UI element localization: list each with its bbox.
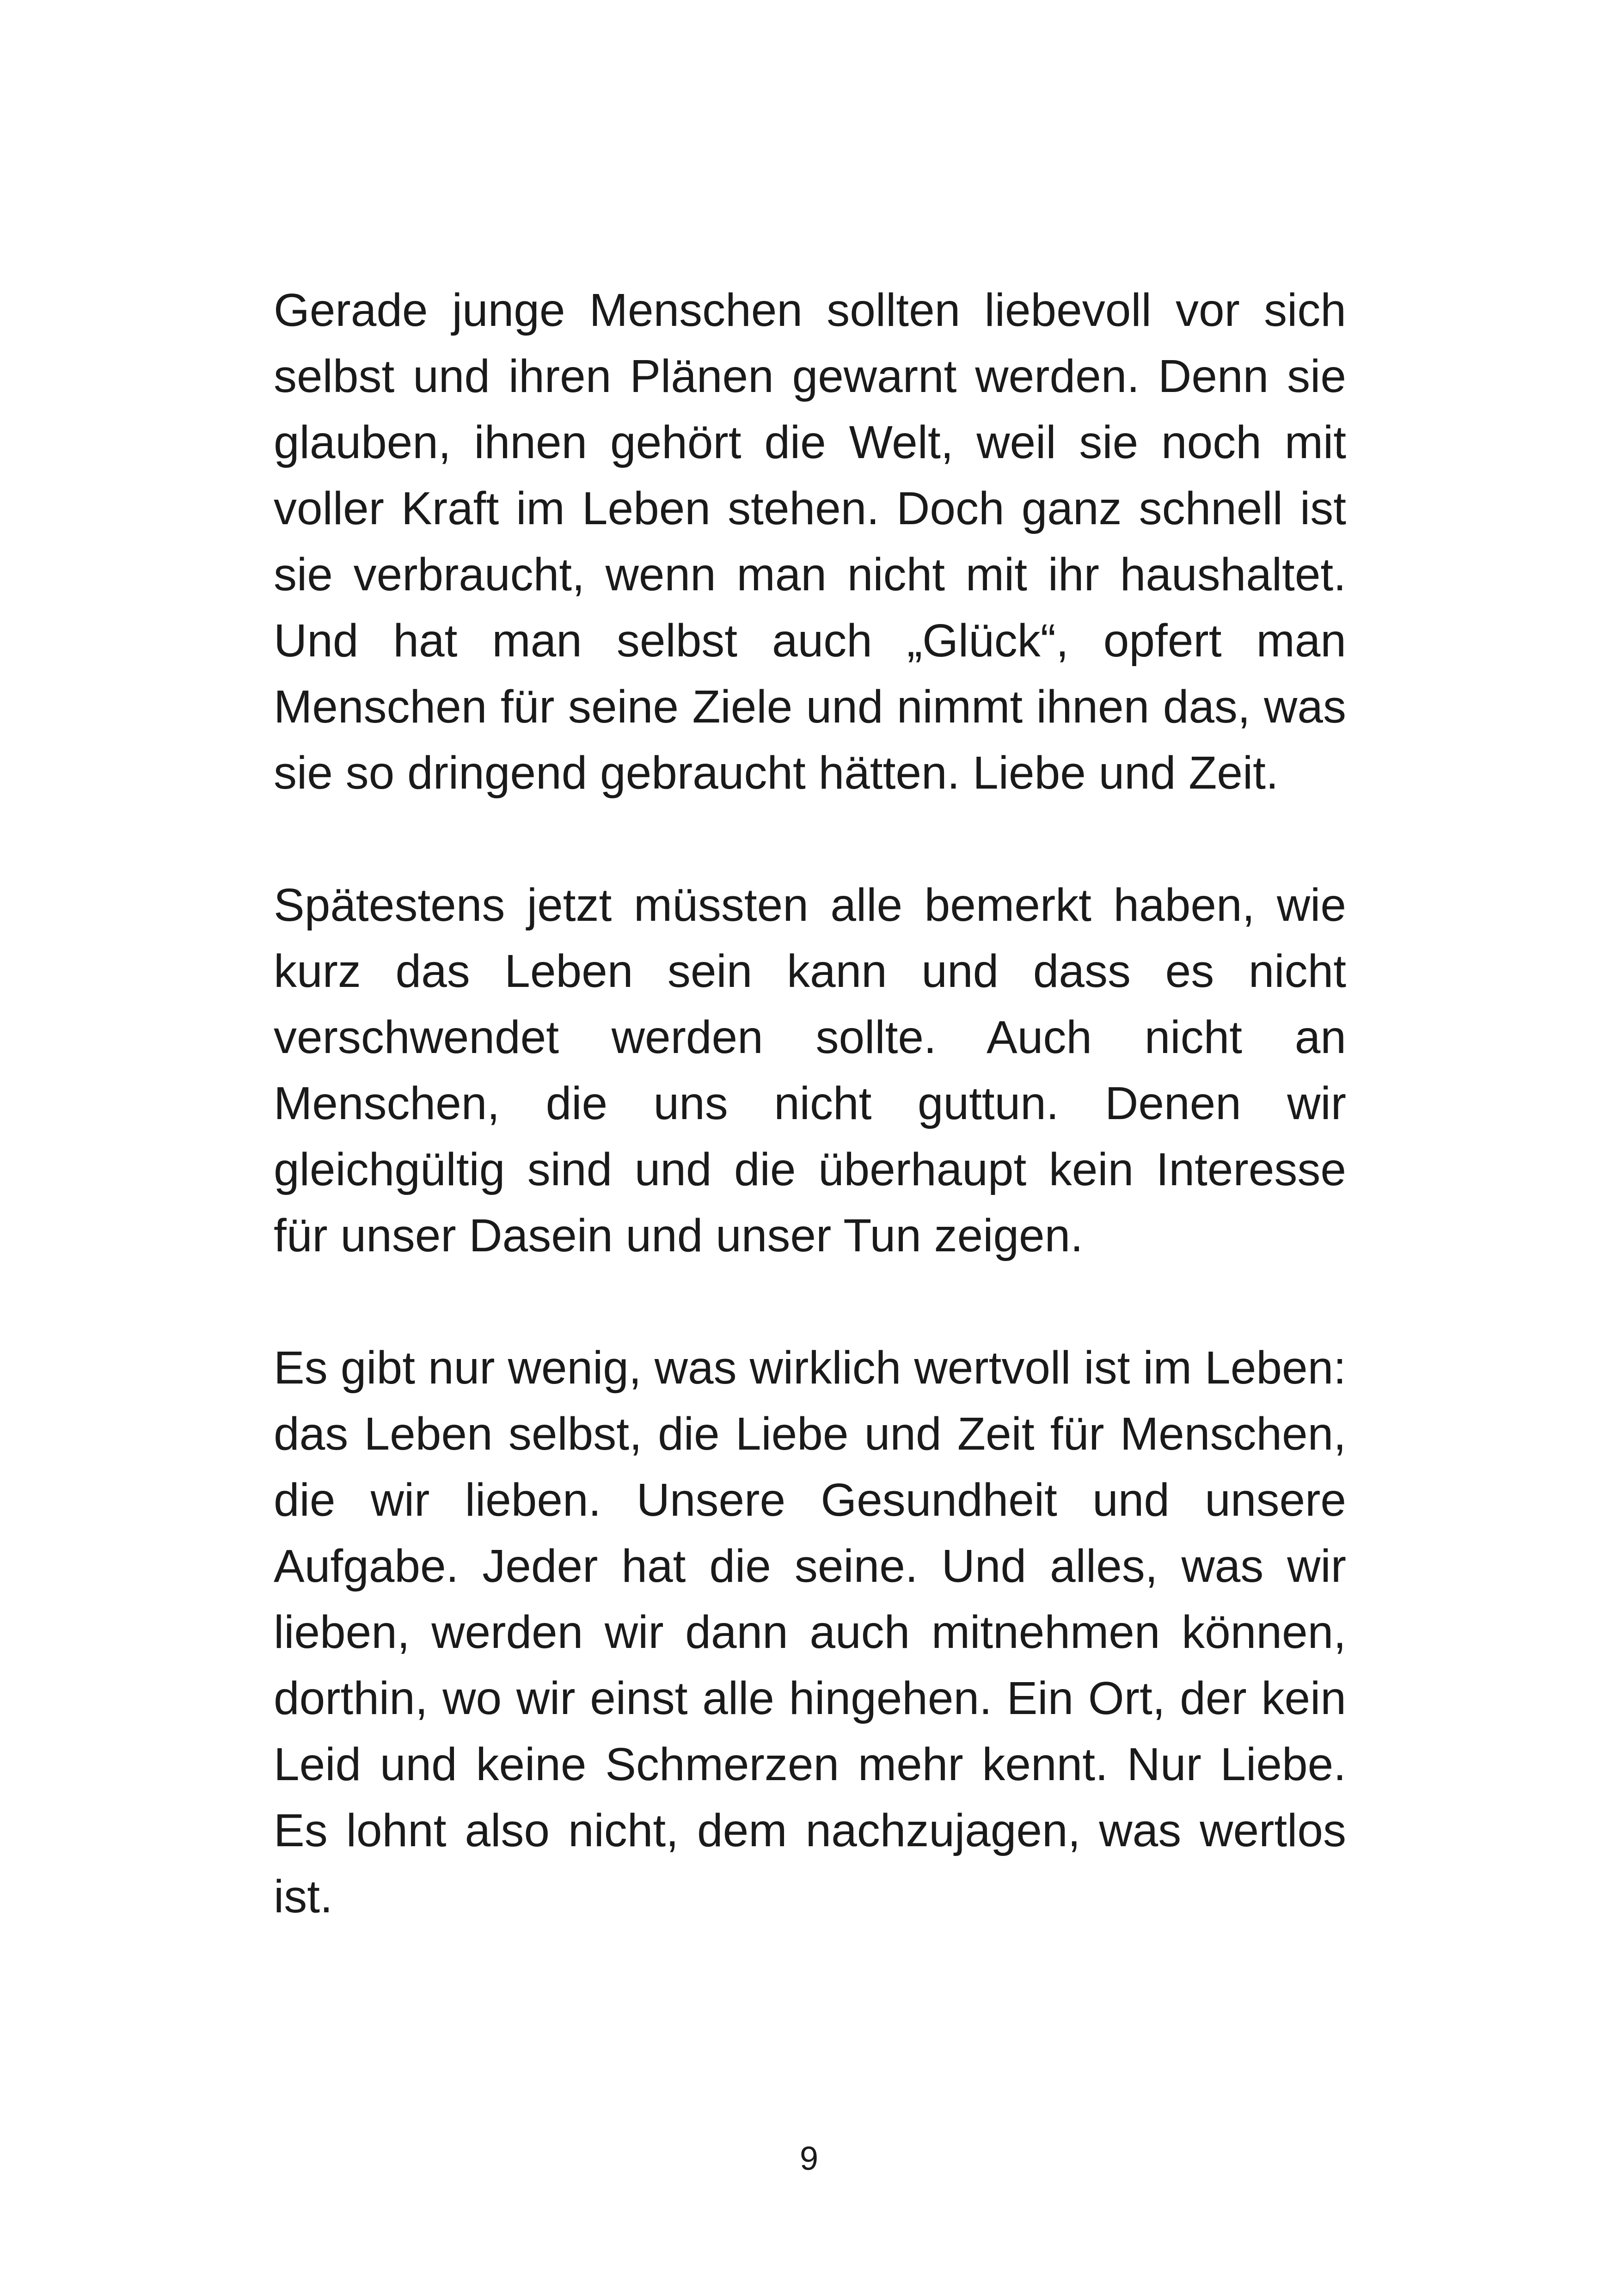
paragraph-2: Spätestens jetzt müssten alle bemerkt haben, wie kurz das Leben sein kann und dass es nicht verschwendet werden sollte. Auch nicht an Menschen, die uns nicht guttun. Denen wir gleichgültig sind und die überhaupt kein Interesse für unser Dasein und unser Tun zeigen.	[274, 879, 1346, 1261]
page-number: 9	[799, 2140, 819, 2177]
paragraph-3: Es gibt nur wenig, was wirklich wertvoll ist im Leben: das Leben selbst, die Liebe und Zeit für Menschen, die wir lieben. Unsere Gesundheit und unsere Aufgabe. Jeder hat die seine. Und alles, was wir lieben, werden wir dann auch mitnehmen können, dorthin, wo wir einst alle hingehen. Ein Ort, der kein Leid und keine Schmerzen mehr kennt. Nur Liebe. Es lohnt also nicht, dem nachzujagen, was wertlos ist.	[274, 1342, 1346, 1923]
body-text	[274, 277, 1346, 1930]
paragraph-1: Gerade junge Menschen sollten liebevoll vor sich selbst und ihren Plänen gewarnt werden. Denn sie glauben, ihnen gehört die Welt, weil sie noch mit voller Kraft im Leben stehen. Doch ganz schnell ist sie verbraucht, wenn man nicht mit ihr haushaltet. Und hat man selbst auch „Glück“, opfert man Menschen für seine Ziele und nimmt ihnen das, was sie so dringend gebraucht hätten. Liebe und Zeit.	[274, 284, 1346, 799]
